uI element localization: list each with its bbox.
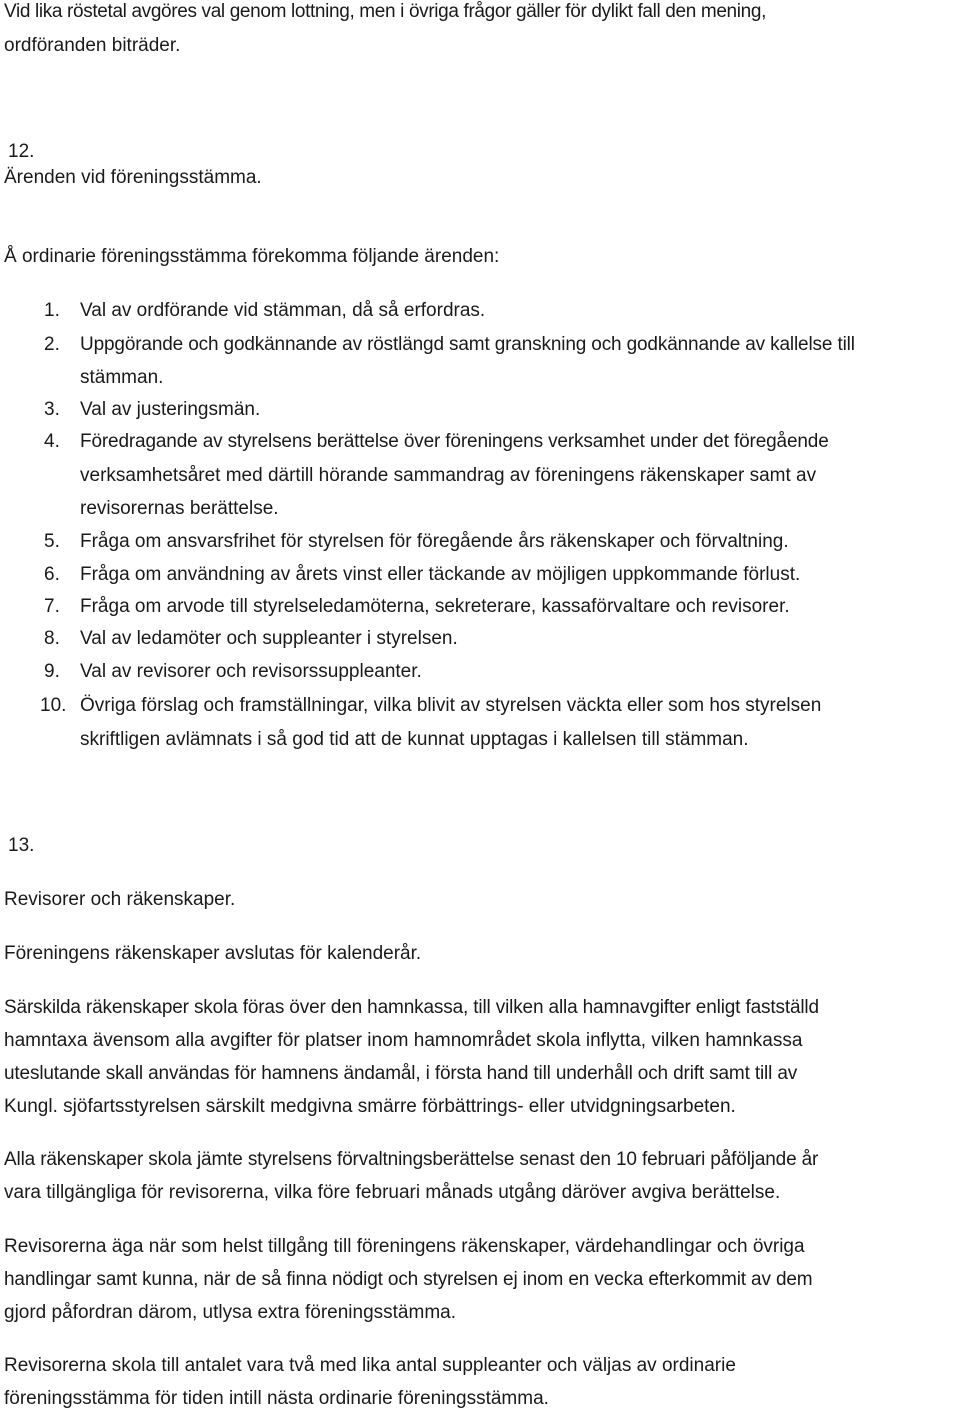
list-item-text: Val av revisorer och revisorssuppleanter. bbox=[80, 661, 422, 682]
list-item-text: Uppgörande och godkännande av röstlängd samt granskning och godkännande av kallelse till bbox=[80, 334, 855, 355]
section-12-number: 12. bbox=[8, 141, 35, 162]
list-item-text: Fråga om arvode till styrelseledamöterna, sekreterare, kassaförvaltare och revisorer. bbox=[80, 596, 790, 617]
section-13-paragraph-2-line: Kungl. sjöfartsstyrelsen särskilt medgivna smärre förbättrings- eller utvidgningsarbeten. bbox=[4, 1096, 736, 1117]
section-13-paragraph-4-line: handlingar samt kunna, när de så finna nödigt och styrelsen ej inom en vecka efterkommit av dem bbox=[4, 1269, 813, 1290]
list-item-number: 2. bbox=[44, 334, 60, 355]
list-item-number: 5. bbox=[44, 531, 60, 552]
intro-line-2: ordföranden biträder. bbox=[4, 35, 181, 56]
section-13-paragraph-1: Föreningens räkenskaper avslutas för kalenderår. bbox=[4, 943, 422, 964]
section-13-paragraph-5-line: Revisorerna skola till antalet vara två med lika antal suppleanter och väljas av ordinarie bbox=[4, 1355, 736, 1376]
section-13-paragraph-4-line: gjord påfordran därom, utlysa extra föreningsstämma. bbox=[4, 1302, 456, 1323]
list-item-number: 8. bbox=[44, 628, 60, 649]
list-item-number: 3. bbox=[44, 399, 60, 420]
list-item-text: Föredragande av styrelsens berättelse över föreningens verksamhet under det föregående bbox=[80, 431, 829, 452]
list-item-number: 7. bbox=[44, 596, 60, 617]
section-13-number: 13. bbox=[8, 835, 35, 856]
list-item-text: Val av ordförande vid stämman, då så erfordras. bbox=[80, 300, 486, 321]
list-item-text: verksamhetsåret med därtill hörande sammandrag av föreningens räkenskaper samt av bbox=[80, 465, 817, 486]
intro-line-1: Vid lika röstetal avgöres val genom lottning, men i övriga frågor gäller för dylikt fall den mening, bbox=[4, 1, 766, 22]
list-item-number: 9. bbox=[44, 661, 60, 682]
section-13-paragraph-3-line: vara tillgängliga för revisorerna, vilka före februari månads utgång däröver avgiva berättelse. bbox=[4, 1182, 781, 1203]
list-item-text: Fråga om ansvarsfrihet för styrelsen för föregående års räkenskaper och förvaltning. bbox=[80, 531, 789, 552]
list-item-text: stämman. bbox=[80, 367, 164, 388]
list-item-number: 10. bbox=[40, 695, 67, 716]
section-13-paragraph-2-line: Särskilda räkenskaper skola föras över den hamnkassa, till vilken alla hamnavgifter enligt fastställd bbox=[4, 997, 819, 1018]
section-12-lead: Å ordinarie föreningsstämma förekomma följande ärenden: bbox=[4, 246, 500, 267]
section-13-paragraph-3-line: Alla räkenskaper skola jämte styrelsens förvaltningsberättelse senast den 10 februari påföljande år bbox=[4, 1149, 819, 1170]
section-13-paragraph-4-line: Revisorerna äga när som helst tillgång till föreningens räkenskaper, värdehandlingar och övriga bbox=[4, 1236, 805, 1257]
list-item-text: Val av justeringsmän. bbox=[80, 399, 261, 420]
list-item-number: 1. bbox=[44, 300, 60, 321]
list-item-text: skriftligen avlämnats i så god tid att de kunnat upptagas i kallelsen till stämman. bbox=[80, 729, 749, 750]
list-item-text: Val av ledamöter och suppleanter i styrelsen. bbox=[80, 628, 458, 649]
list-item-text: Fråga om användning av årets vinst eller täckande av möjligen uppkommande förlust. bbox=[80, 564, 801, 585]
section-13-paragraph-5-line: föreningsstämma för tiden intill nästa ordinarie föreningsstämma. bbox=[4, 1388, 549, 1409]
list-item-text: revisorernas berättelse. bbox=[80, 498, 279, 519]
section-13-paragraph-2-line: uteslutande skall användas för hamnens ändamål, i första hand till underhåll och drift samt till av bbox=[4, 1063, 798, 1084]
section-12-title: Ärenden vid föreningsstämma. bbox=[4, 167, 262, 188]
list-item-number: 6. bbox=[44, 564, 60, 585]
list-item-number: 4. bbox=[44, 431, 60, 452]
section-13-title: Revisorer och räkenskaper. bbox=[4, 889, 236, 910]
section-13-paragraph-2-line: hamntaxa ävensom alla avgifter för platser inom hamnområdet skola inflytta, vilken hamnkassa bbox=[4, 1030, 803, 1051]
list-item-text: Övriga förslag och framställningar, vilka blivit av styrelsen väckta eller som hos styrelsen bbox=[80, 695, 822, 716]
